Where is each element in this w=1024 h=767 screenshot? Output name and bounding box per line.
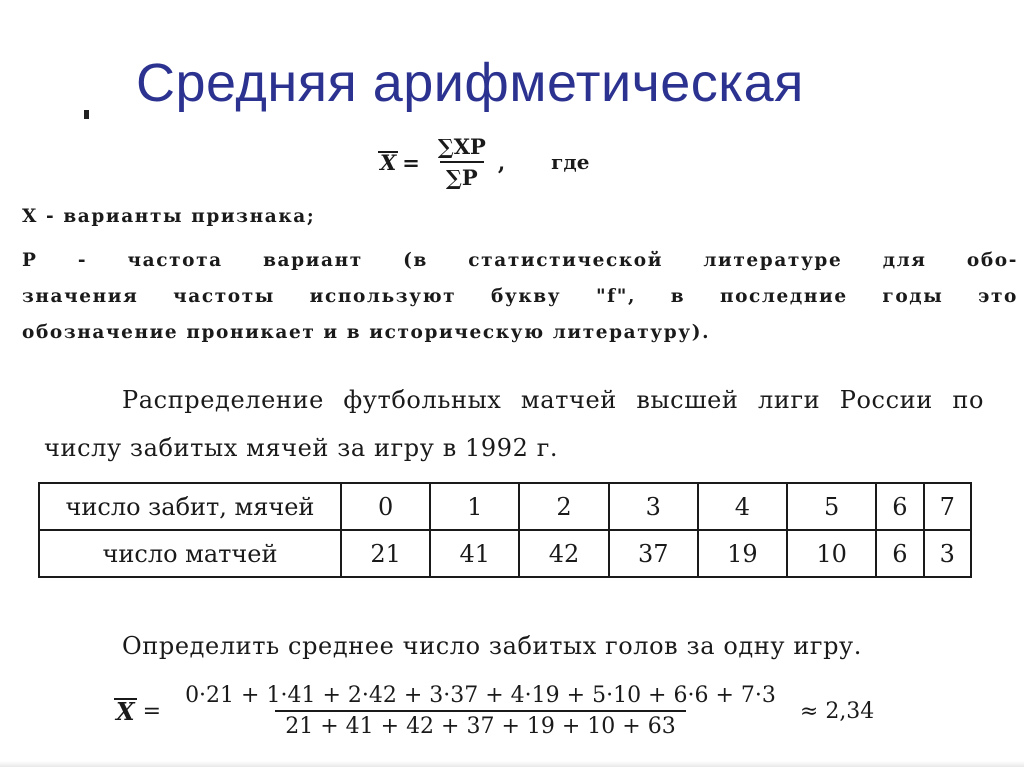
calc-denominator: 21 + 41 + 42 + 37 + 19 + 10 + 63 bbox=[275, 710, 685, 739]
task-intro-line-1: Распределение футбольных матчей высшей лиги России по bbox=[122, 386, 984, 414]
formula-numerator: ∑XP bbox=[437, 134, 486, 159]
goals-distribution-table bbox=[38, 482, 972, 578]
table-cell: 42 bbox=[519, 530, 608, 577]
formula-comma: , bbox=[497, 149, 506, 175]
question-text: Определить среднее число забитых голов за одну игру. bbox=[122, 632, 863, 660]
table-cell: 7 bbox=[924, 483, 971, 530]
calc-numerator: 0·21 + 1·41 + 2·42 + 3·37 + 4·19 + 5·10 + 6·6 + 7·3 bbox=[185, 683, 776, 708]
task-intro-line-2: числу забитых мячей за игру в 1992 г. bbox=[44, 434, 559, 462]
calc-fraction bbox=[175, 683, 786, 739]
table-row-header: число матчей bbox=[39, 530, 341, 577]
formula-equals: = bbox=[402, 149, 420, 175]
formula-where-label: где bbox=[551, 150, 590, 174]
calc-lhs-xbar: X bbox=[116, 696, 135, 726]
calc-result: ≈ 2,34 bbox=[799, 698, 875, 724]
table-row-goals bbox=[39, 483, 971, 530]
definition-x: Х - варианты признака; bbox=[22, 206, 316, 227]
table-cell: 6 bbox=[876, 530, 923, 577]
bullet-dot bbox=[84, 110, 89, 119]
table-cell: 41 bbox=[430, 530, 519, 577]
table-cell: 0 bbox=[341, 483, 430, 530]
table-cell: 10 bbox=[787, 530, 876, 577]
table-cell: 1 bbox=[430, 483, 519, 530]
definition-p-line-2: значения частоты используют букву "f", в последние годы это bbox=[22, 286, 1018, 307]
bottom-edge-shadow bbox=[0, 761, 1024, 767]
mean-formula bbox=[380, 132, 589, 192]
table-cell: 5 bbox=[787, 483, 876, 530]
calc-equals: = bbox=[142, 698, 162, 724]
calculation-formula bbox=[116, 676, 874, 746]
table-cell: 3 bbox=[924, 530, 971, 577]
formula-lhs-xbar: X bbox=[380, 149, 397, 175]
table-row-matches bbox=[39, 530, 971, 577]
table-cell: 4 bbox=[698, 483, 787, 530]
table-cell: 37 bbox=[609, 530, 698, 577]
definition-p-line-3: обозначение проникает и в историческую литературу). bbox=[22, 322, 711, 343]
slide-title: Средняя арифметическая bbox=[136, 53, 804, 113]
table-row-header: число забит, мячей bbox=[39, 483, 341, 530]
definition-p-line-1: Р - частота вариант (в статистической литературе для обо- bbox=[22, 250, 1018, 271]
table-cell: 6 bbox=[876, 483, 923, 530]
table-cell: 3 bbox=[609, 483, 698, 530]
formula-fraction bbox=[432, 134, 492, 190]
table-cell: 19 bbox=[698, 530, 787, 577]
table-cell: 2 bbox=[519, 483, 608, 530]
table-cell: 21 bbox=[341, 530, 430, 577]
formula-denominator: ∑P bbox=[440, 161, 484, 190]
